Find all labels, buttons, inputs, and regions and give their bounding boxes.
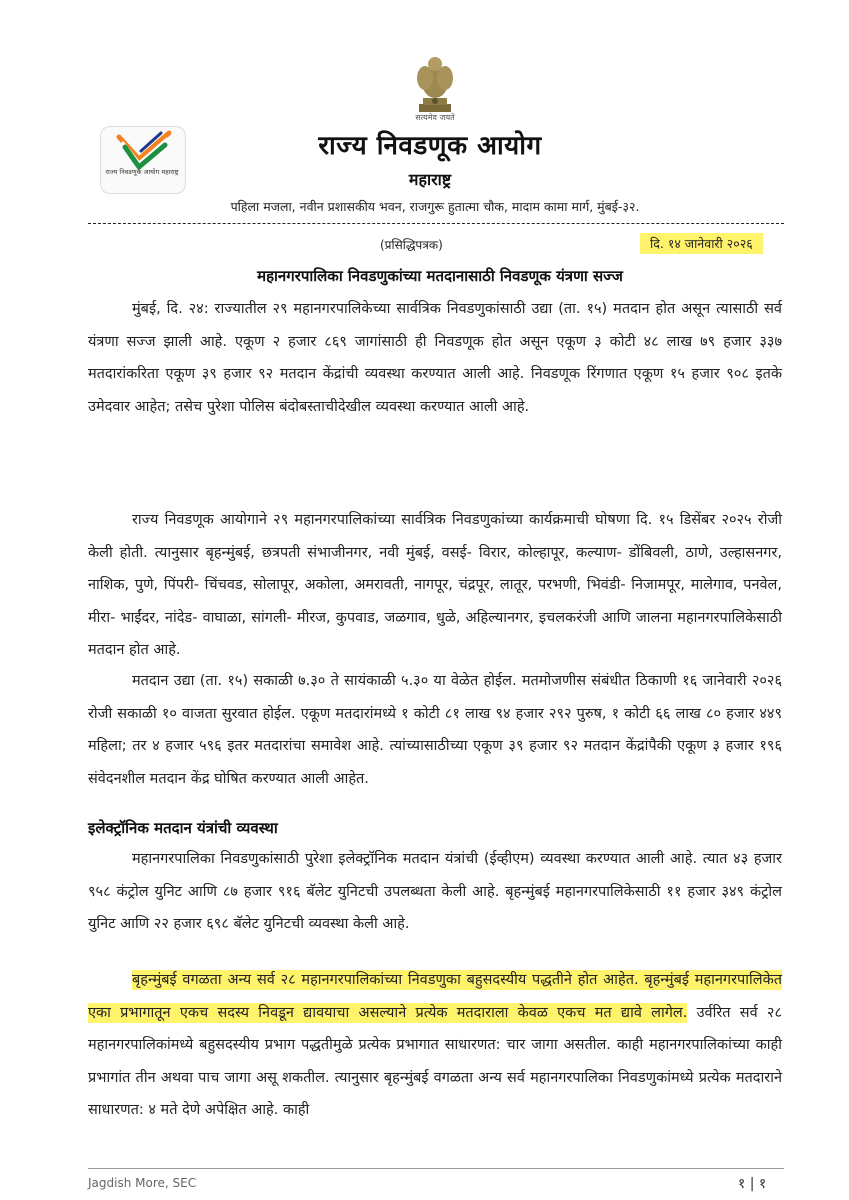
sec-maharashtra-logo-icon	[100, 126, 186, 194]
org-name: राज्य निवडणूक आयोग	[318, 131, 542, 161]
footer-divider	[88, 1168, 784, 1169]
paragraph-4	[88, 843, 782, 941]
highlighted-text: बृहन्मुंबई वगळता अन्य सर्व २८ महानगरपालिकांच्या निवडणुका बहुसदस्यीय पद्धतीने होत आहेत. बृहन्मुंबई महानगरपालिकेत एका प्रभागातून एकच सदस्य निवडून द्यावयाचा असल्याने प्रत्येक मतदाराला केवळ एकच मत द्यावे लागेल.	[88, 972, 782, 1021]
footer-author: Jagdish More, SEC	[88, 1176, 197, 1190]
page-number: १ | १	[738, 1176, 767, 1192]
logo-caption: राज्य निवडणूक आयोग महाराष्ट्र	[105, 168, 179, 176]
emblem-caption: सत्यमेव जयते	[415, 113, 455, 122]
national-emblem-icon	[405, 52, 465, 120]
paragraph-5	[88, 964, 782, 1127]
paragraph-1-text: मुंबई, दि. २४: राज्यातील २९ महानगरपालिकेच्या सार्वत्रिक निवडणुकांसाठी उद्या (ता. १५) मतदान होत असून त्यासाठी सर्व यंत्रणा सज्ज झाली आहे. एकूण २ हजार ८६९ जागांसाठी ही निवडणूक होत असून एकूण ३ कोटी ४८ लाख ७९ हजार ३३७ मतदारांकरिता एकूण ३९ हजार ९२ मतदान केंद्रांची व्यवस्था करण्यात आली आहे. निवडणूक रिंगणात एकूण १५ हजार ९०८ इतके उमेदवार आहेत; तसेच पुरेशा पोलिस बंदोबस्ताचीदेखील व्यवस्था करण्यात आली आहे.	[88, 301, 782, 415]
press-release-tag: (प्रसिद्धिपत्रक)	[380, 238, 443, 252]
paragraph-2	[88, 504, 782, 667]
paragraph-5-text: उर्वरित सर्व २८ महानगरपालिकांमध्ये बहुसदस्यीय प्रभाग पद्धतीमुळे प्रत्येक प्रभागात साधारणत: चार जागा असतील. काही महानगरपालिकांच्या काही प्रभागांत तीन अथवा पाच जागा असू शकतील. त्यानुसार बृहन्मुंबई वगळता अन्य सर्व महानगरपालिका निवडणुकांमध्ये प्रत्येक मतदाराने साधारणत: ४ मते देणे अपेक्षित आहे. काही	[88, 1004, 783, 1118]
paragraph-2-text: राज्य निवडणूक आयोगाने २९ महानगरपालिकांच्या सार्वत्रिक निवडणुकांच्या कार्यक्रमाची घोषणा दि. १५ डिसेंबर २०२५ रोजी केली होती. त्यानुसार बृहन्मुंबई, छत्रपती संभाजीनगर, नवी मुंबई, वसई- विरार, कोल्हापूर, कल्याण- डोंबिवली, ठाणे, उल्हासनगर, नाशिक, पुणे, पिंपरी- चिंचवड, सोलापूर, अकोला, अमरावती, नागपूर, चंद्रपूर, लातूर, परभणी, भिवंडी- निजामपूर, मालेगाव, पनवेल, मीरा- भाईंदर, नांदेड- वाघाळा, सांगली- मीरज, कुपवाड, जळगाव, धुळे, अहिल्यानगर, इचलकरंजी आणि जालना महानगरपालिकेसाठी मतदान होत आहे.	[88, 512, 782, 658]
headline: महानगरपालिका निवडणुकांच्या मतदानासाठी निवडणूक यंत्रणा सज्ज	[257, 267, 623, 285]
paragraph-1	[88, 293, 782, 423]
header-divider	[88, 223, 784, 224]
release-date: दि. १४ जानेवारी २०२६	[640, 233, 763, 254]
paragraph-4-text: महानगरपालिका निवडणुकांसाठी पुरेशा इलेक्ट्रॉनिक मतदान यंत्रांची (ईव्हीएम) व्यवस्था करण्यात आली आहे. त्यात ४३ हजार ९५८ कंट्रोल युनिट आणि ८७ हजार ९१६ बॅलेट युनिटची उपलब्धता केली आहे. बृहन्मुंबई महानगरपालिकेसाठी ११ हजार ३४९ कंट्रोल युनिट आणि २२ हजार ६९८ बॅलेट युनिटची व्यवस्था केली आहे.	[88, 851, 782, 932]
org-state: महाराष्ट्र	[408, 170, 452, 189]
paragraph-3-text: मतदान उद्या (ता. १५) सकाळी ७.३० ते सायंकाळी ५.३० या वेळेत होईल. मतमोजणीस संबंधीत ठिकाणी १६ जानेवारी २०२६ रोजी सकाळी १० वाजता सुरवात होईल. एकूण मतदारांमध्ये १ कोटी ८१ लाख ९४ हजार २९२ पुरुष, १ कोटी ६६ लाख ८० हजार ४४९ महिला; तर ४ हजार ५९६ इतर मतदारांचा समावेश आहे. त्यांच्यासाठीच्या एकूण ३९ हजार ९२ मतदान केंद्रांपैकी एकूण ३ हजार १९६ संवेदनशील मतदान केंद्र घोषित करण्यात आली आहेत.	[88, 673, 782, 787]
paragraph-3	[88, 665, 782, 795]
section-heading-evm: इलेक्ट्रॉनिक मतदान यंत्रांची व्यवस्था	[88, 819, 278, 837]
org-address: पहिला मजला, नवीन प्रशासकीय भवन, राजगुरू हुतात्मा चौक, मादाम कामा मार्ग, मुंबई-३२.	[230, 199, 640, 214]
